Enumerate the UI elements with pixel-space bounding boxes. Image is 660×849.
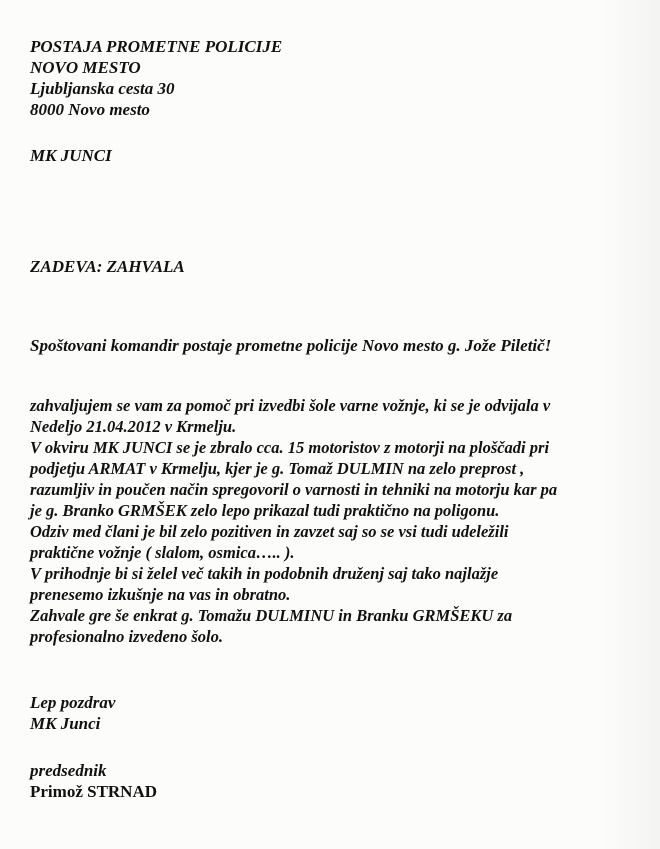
scan-edge-shading: [600, 0, 660, 849]
closing-club: MK Junci: [30, 714, 101, 733]
body-line: Odziv med člani je bil zelo pozitiven in zavzet saj so se vsi tudi udeležili: [30, 522, 509, 541]
body-line: V prihodnje bi si želel več takih in podobnih druženj saj tako najlažje: [30, 564, 499, 583]
body-line: zahvaljujem se vam za pomoč pri izvedbi šole varne vožnje, ki se je odvijala v: [30, 396, 551, 415]
body-line: podjetju ARMAT v Krmelju, kjer je g. Tomaž DULMIN na zelo preprost ,: [30, 459, 525, 478]
from-club: MK JUNCI: [30, 146, 112, 165]
body-line: Nedeljo 21.04.2012 v Krmelju.: [30, 417, 237, 436]
sender-name: POSTAJA PROMETNE POLICIJE: [30, 37, 283, 56]
sender-street: Ljubljanska cesta 30: [30, 79, 175, 98]
body-line: je g. Branko GRMŠEK zelo lepo prikazal tudi praktično na poligonu.: [30, 501, 500, 520]
sender-postal: 8000 Novo mesto: [30, 100, 150, 119]
body-line: Zahvale gre še enkrat g. Tomažu DULMINU in Branku GRMŠEKU za: [30, 606, 513, 625]
body-line: V okviru MK JUNCI se je zbralo cca. 15 motoristov z motorji na ploščadi pri: [30, 438, 550, 457]
closing-greeting: Lep pozdrav: [30, 693, 116, 712]
body-line: razumljiv in poučen način spregovoril o varnosti in tehniki na motorju kar pa: [30, 480, 558, 499]
signer-role: predsednik: [30, 761, 107, 780]
salutation: Spoštovani komandir postaje prometne policije Novo mesto g. Jože Piletič!: [30, 336, 552, 355]
body-line: praktične vožnje ( slalom, osmica….. ).: [30, 543, 295, 562]
body-line: prenesemo izkušnje na vas in obratno.: [30, 585, 291, 604]
subject-line: ZADEVA: ZAHVALA: [30, 257, 185, 276]
signer-name: Primož STRNAD: [30, 782, 158, 801]
sender-city: NOVO MESTO: [30, 58, 141, 77]
body-line: profesionalno izvedeno šolo.: [30, 627, 223, 646]
